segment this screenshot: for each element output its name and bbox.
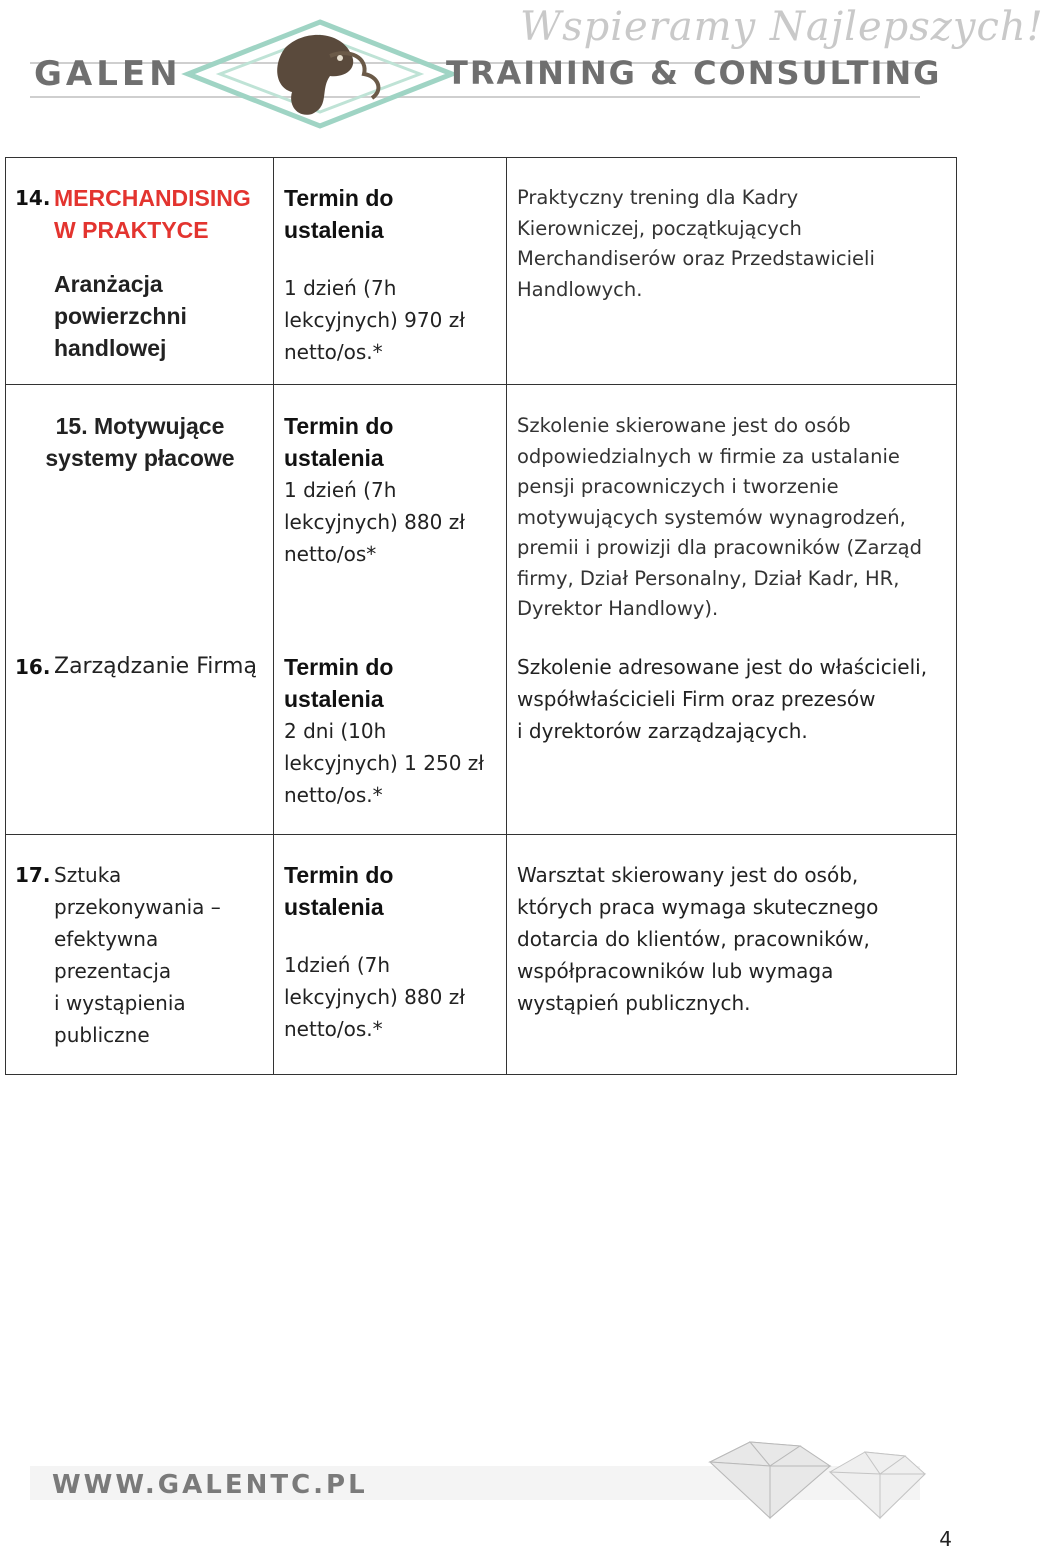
term-line: lekcyjnych) 970 zł bbox=[284, 308, 465, 332]
description-line: Handlowych. bbox=[517, 277, 643, 301]
diamond-icon bbox=[680, 1422, 930, 1522]
description-cell bbox=[517, 651, 927, 747]
footer-url: WWW.GALENTC.PL bbox=[52, 1470, 368, 1500]
course-title-line: efektywna bbox=[54, 927, 159, 951]
term-title-line: ustalenia bbox=[284, 686, 384, 712]
term-title-line: Termin do bbox=[284, 413, 394, 439]
term-title-line: ustalenia bbox=[284, 217, 384, 243]
term-cell bbox=[284, 182, 465, 368]
description-line: Praktyczny trening dla Kadry bbox=[517, 186, 799, 209]
term-title-line: Termin do bbox=[284, 862, 394, 888]
course-title-line: W PRAKTYCE bbox=[54, 217, 209, 243]
course-title-line: przekonywania – bbox=[54, 895, 221, 919]
description-cell bbox=[517, 411, 922, 625]
column-divider bbox=[273, 158, 274, 1074]
description-line: współwłaścicieli Firm oraz prezesów bbox=[517, 687, 876, 711]
description-line: Szkolenie adresowane jest do właścicieli, bbox=[517, 655, 928, 679]
term-line: 2 dni (10h bbox=[284, 719, 387, 743]
description-line: Szkolenie skierowane jest do osób bbox=[517, 414, 851, 437]
term-cell bbox=[284, 859, 465, 1045]
term-cell bbox=[284, 651, 484, 811]
term-line: 1 dzień (7h bbox=[284, 276, 397, 300]
term-line: netto/os.* bbox=[284, 1017, 383, 1041]
description-line: wystąpień publicznych. bbox=[517, 991, 751, 1015]
course-title-line: MERCHANDISING bbox=[54, 185, 251, 211]
course-title bbox=[54, 182, 251, 246]
course-number: 16. bbox=[15, 655, 51, 679]
slogan: Wspieramy Najlepszych! bbox=[520, 4, 1044, 50]
page-number: 4 bbox=[939, 1527, 952, 1551]
page-footer bbox=[0, 1420, 960, 1557]
row-divider bbox=[6, 384, 956, 385]
term-line: 1 dzień (7h bbox=[284, 478, 397, 502]
description-line: Kierowniczej, początkujących bbox=[517, 216, 802, 240]
term-line: lekcyjnych) 1 250 zł bbox=[284, 751, 484, 775]
course-number: 17. bbox=[15, 863, 51, 887]
term-line: lekcyjnych) 880 zł bbox=[284, 510, 465, 534]
course-title-line: systemy płacowe bbox=[45, 445, 235, 471]
course-table bbox=[5, 157, 957, 1075]
course-title-line: Motywujące bbox=[94, 413, 225, 439]
course-number: 14. bbox=[15, 186, 51, 210]
description-line: motywujących systemów wynagrodzeń, bbox=[517, 505, 906, 529]
course-subtitle-line: powierzchni bbox=[54, 303, 187, 329]
header-rule bbox=[30, 96, 920, 98]
course-subtitle-line: Aranżacja bbox=[54, 271, 163, 297]
course-title-line: publiczne bbox=[54, 1023, 150, 1047]
course-title-line: prezentacja bbox=[54, 959, 172, 983]
description-line: Dyrektor Handlowy). bbox=[517, 597, 719, 620]
course-title bbox=[54, 651, 257, 683]
description-line: premii i prowizji dla pracowników (Zarząd bbox=[517, 536, 922, 559]
term-title-line: Termin do bbox=[284, 654, 394, 680]
description-line: Warsztat skierowany jest do osób, bbox=[517, 863, 859, 887]
description-line: Merchandiserów oraz Przedstawicieli bbox=[517, 247, 875, 270]
course-title-line: Sztuka bbox=[54, 863, 122, 887]
dragon-emblem-icon bbox=[180, 18, 460, 130]
brand-training-consulting: TRAINING & CONSULTING bbox=[446, 54, 942, 92]
course-number: 15. bbox=[55, 413, 88, 439]
term-line: lekcyjnych) 880 zł bbox=[284, 985, 465, 1009]
course-subtitle-line: handlowej bbox=[54, 335, 167, 361]
row-divider bbox=[6, 834, 956, 835]
course-title bbox=[20, 410, 260, 474]
course-title-line: i wystąpienia bbox=[54, 991, 186, 1015]
description-line: których praca wymaga skutecznego bbox=[517, 895, 879, 919]
course-title bbox=[54, 859, 221, 1051]
description-line: firmy, Dział Personalny, Dział Kadr, HR, bbox=[517, 566, 900, 590]
term-title-line: Termin do bbox=[284, 185, 394, 211]
column-divider bbox=[506, 158, 507, 1074]
course-subtitle bbox=[54, 268, 187, 364]
description-line: współpracowników lub wymaga bbox=[517, 959, 834, 983]
description-line: odpowiedzialnych w firmie za ustalanie bbox=[517, 444, 900, 468]
term-cell bbox=[284, 410, 465, 570]
description-cell bbox=[517, 859, 878, 1019]
description-line: dotarcia do klientów, pracowników, bbox=[517, 927, 870, 951]
page-header bbox=[0, 0, 1044, 135]
term-line: netto/os* bbox=[284, 542, 377, 566]
term-title-line: ustalenia bbox=[284, 894, 384, 920]
description-line: i dyrektorów zarządzających. bbox=[517, 719, 808, 743]
course-title-line: Zarządzanie Firmą bbox=[54, 654, 257, 679]
description-line: pensji pracowniczych i tworzenie bbox=[517, 475, 839, 498]
brand-galen: GALEN bbox=[34, 54, 182, 94]
term-title-line: ustalenia bbox=[284, 445, 384, 471]
description-cell bbox=[517, 183, 875, 305]
term-line: netto/os.* bbox=[284, 783, 383, 807]
term-line: 1dzień (7h bbox=[284, 953, 391, 977]
term-line: netto/os.* bbox=[284, 340, 383, 364]
